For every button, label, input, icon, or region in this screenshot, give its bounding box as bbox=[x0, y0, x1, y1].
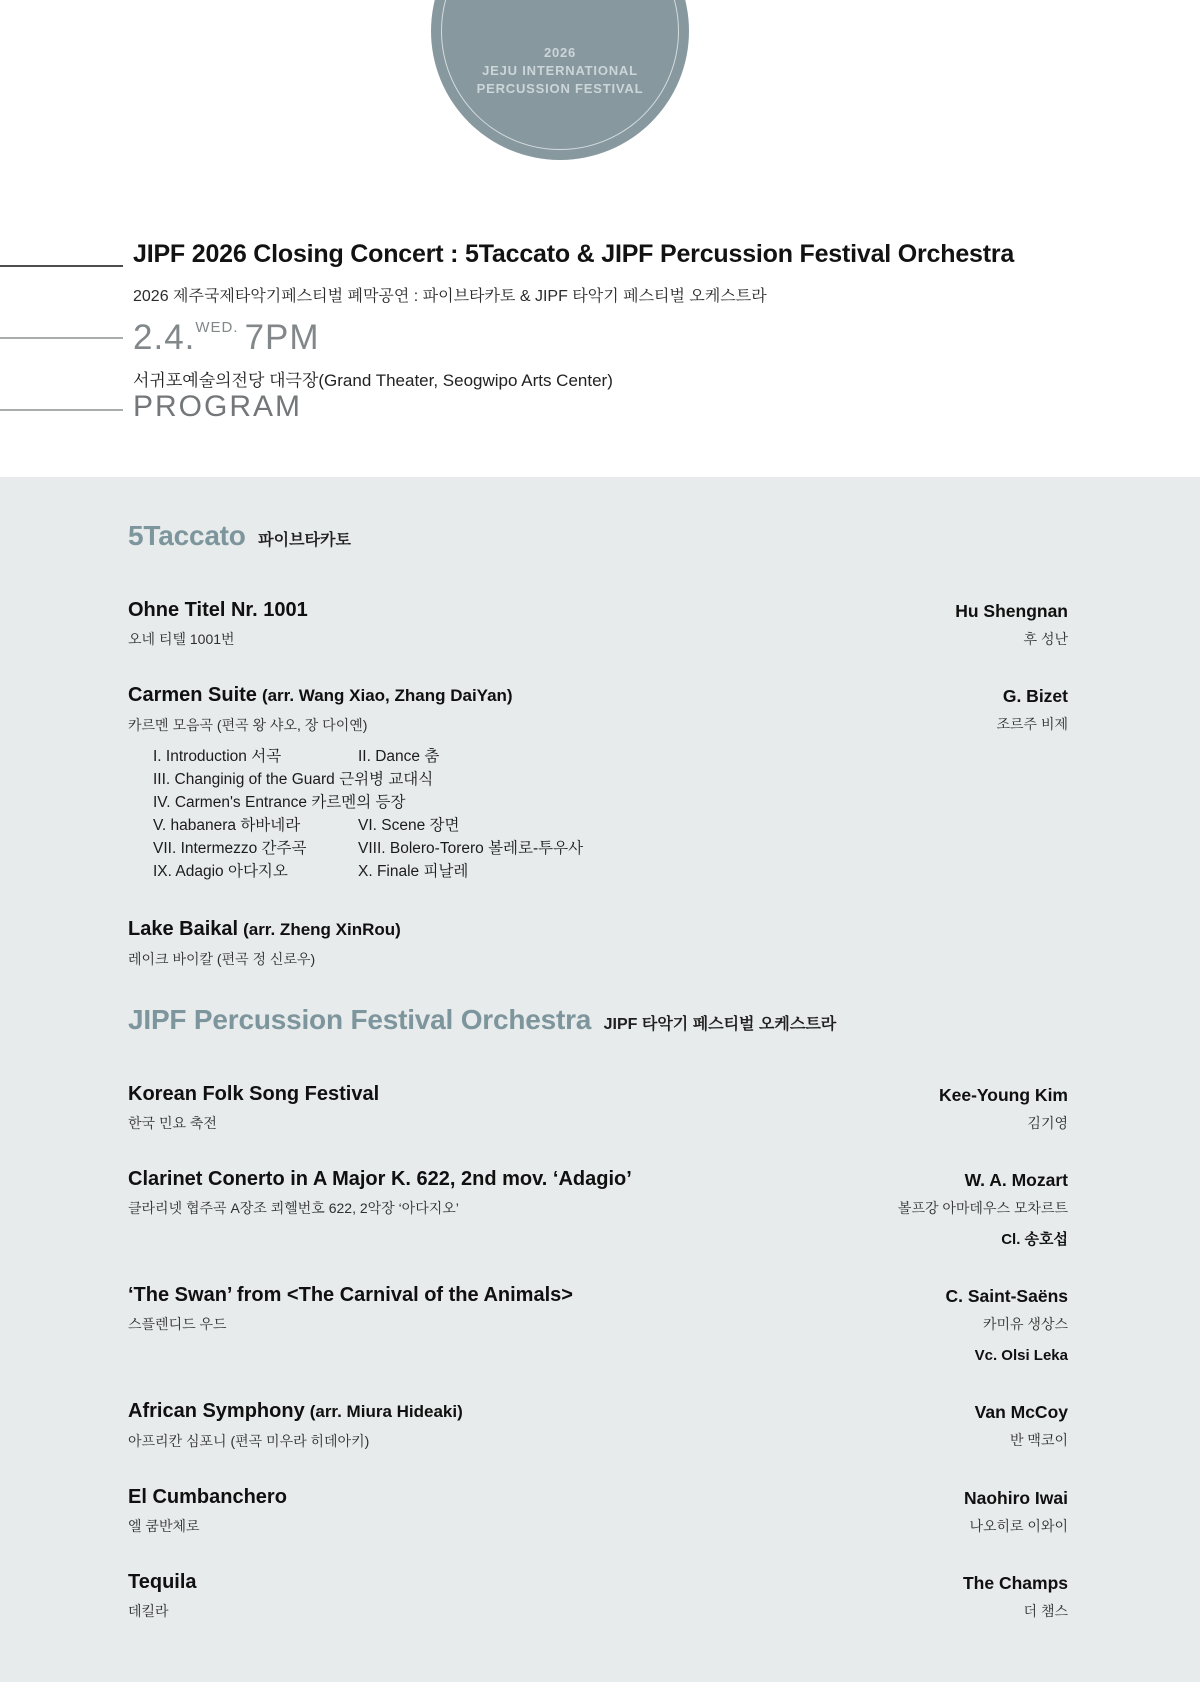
item-title-note: (arr. Zheng XinRou) bbox=[243, 920, 401, 939]
item-right bbox=[955, 598, 1068, 649]
composer-name: The Champs bbox=[962, 1573, 1068, 1593]
section-title-ko: JIPF 타악기 페스티벌 오케스트라 bbox=[603, 1016, 837, 1033]
composer-name-ko: 더 챔스 bbox=[1023, 1603, 1068, 1619]
page-subtitle-ko: 2026 제주국제타악기페스티벌 폐막공연 : 파이브타카토 & JIPF 타악기 페스티벌 오케스트라 bbox=[133, 288, 767, 305]
item-left bbox=[128, 598, 308, 649]
composer-name: Van McCoy bbox=[974, 1402, 1068, 1422]
movement-cell-left: I. Introduction 서곡 bbox=[153, 748, 282, 765]
movement-cell-right bbox=[358, 791, 583, 814]
event-day: WED. bbox=[195, 319, 239, 336]
item-right bbox=[975, 1399, 1068, 1450]
badge-year: 2026 bbox=[543, 45, 577, 60]
movement-cell-right: X. Finale 피날레 bbox=[358, 863, 469, 880]
movement-cell-left: IX. Adagio 아다지오 bbox=[153, 863, 288, 880]
item-subtitle-ko: 클라리넷 협주곡 A장조 쾨헬번호 622, 2악장 ‘아다지오’ bbox=[128, 1200, 459, 1216]
composer-name: Hu Shengnan bbox=[955, 601, 1068, 621]
program-rule bbox=[0, 409, 123, 411]
page-title: JIPF 2026 Closing Concert : 5Taccato & JIPF Percussion Festival Orchestra bbox=[133, 240, 1015, 268]
soloist-credit: Cl. 송호섭 bbox=[1001, 1231, 1068, 1248]
movement-cell-right: II. Dance 춤 bbox=[358, 748, 440, 765]
item-title bbox=[128, 1570, 197, 1594]
program-section bbox=[128, 519, 1068, 969]
badge-festival-line2: PERCUSSION FESTIVAL bbox=[476, 81, 644, 96]
item-right bbox=[945, 1283, 1068, 1365]
item-subtitle-ko: 레이크 바이칼 (편곡 정 신로우) bbox=[128, 951, 316, 967]
program-item bbox=[128, 1399, 1068, 1451]
item-title-text: Lake Baikal bbox=[128, 918, 239, 940]
date-rule bbox=[0, 337, 123, 339]
item-right bbox=[898, 1167, 1068, 1249]
section-title-ko: 파이브타카토 bbox=[258, 532, 351, 549]
movement-cell-left: III. Changinig of the Guard 근위병 교대식 bbox=[153, 771, 434, 788]
composer-name-ko: 반 맥코이 bbox=[1010, 1432, 1068, 1448]
program-sections bbox=[0, 477, 1200, 1682]
item-title bbox=[128, 917, 401, 942]
section-items bbox=[128, 1082, 1068, 1621]
item-left bbox=[128, 683, 583, 883]
program-item bbox=[128, 1570, 1068, 1621]
composer-name: C. Saint-Saëns bbox=[945, 1286, 1068, 1306]
movement-cell-right: VIII. Bolero-Torero 볼레로-투우사 bbox=[358, 840, 584, 857]
item-title-note: (arr. Miura Hideaki) bbox=[309, 1402, 463, 1421]
program-item bbox=[128, 598, 1068, 649]
program-label: PROGRAM bbox=[133, 390, 303, 423]
item-title-text: African Symphony bbox=[128, 1400, 305, 1422]
composer-name-ko: 나오히로 이와이 bbox=[969, 1518, 1068, 1534]
item-title-text: Korean Folk Song Festival bbox=[128, 1083, 380, 1105]
item-left bbox=[128, 1283, 573, 1334]
item-right bbox=[939, 1082, 1068, 1133]
header bbox=[0, 0, 1200, 477]
item-left bbox=[128, 1570, 197, 1621]
item-subtitle-ko: 한국 민요 축전 bbox=[128, 1115, 217, 1131]
event-date: 2.4. bbox=[133, 318, 196, 357]
program-item bbox=[128, 1167, 1068, 1249]
item-right bbox=[964, 1485, 1068, 1536]
movements-list bbox=[153, 745, 583, 883]
composer-name: W. A. Mozart bbox=[964, 1170, 1068, 1190]
composer-name-ko: 카미유 생상스 bbox=[982, 1316, 1068, 1332]
item-title-text: Clarinet Conerto in A Major K. 622, 2nd mov. ‘Adagio’ bbox=[128, 1168, 632, 1190]
item-subtitle-ko: 오네 티텔 1001번 bbox=[128, 631, 235, 647]
item-subtitle-ko: 데킬라 bbox=[128, 1603, 169, 1619]
item-title bbox=[128, 598, 308, 622]
program-item bbox=[128, 683, 1068, 883]
badge-festival-line1: JEJU INTERNATIONAL bbox=[482, 63, 638, 78]
program-item bbox=[128, 1283, 1068, 1365]
item-title-text: Carmen Suite bbox=[128, 684, 257, 706]
item-title bbox=[128, 1399, 463, 1424]
item-right bbox=[963, 1570, 1068, 1621]
composer-name-ko: 볼프강 아마데우스 모차르트 bbox=[897, 1200, 1068, 1216]
movement-row bbox=[153, 814, 583, 837]
movement-row bbox=[153, 768, 583, 791]
item-title bbox=[128, 1167, 632, 1191]
venue: 서귀포예술의전당 대극장(Grand Theater, Seogwipo Arts Center) bbox=[133, 371, 613, 390]
composer-name: Kee-Young Kim bbox=[939, 1085, 1068, 1105]
composer-name-ko: 김기영 bbox=[1027, 1115, 1068, 1131]
program-section bbox=[128, 1003, 1068, 1621]
event-time: 7PM bbox=[244, 318, 320, 357]
movement-cell-left: V. habanera 하바네라 bbox=[153, 817, 301, 834]
item-title-text: Tequila bbox=[128, 1571, 197, 1593]
item-subtitle-ko: 엘 쿰반체로 bbox=[128, 1518, 200, 1534]
title-block bbox=[133, 240, 1140, 306]
movement-row bbox=[153, 745, 583, 768]
section-heading bbox=[128, 519, 1068, 558]
badge-text bbox=[431, 44, 689, 98]
movement-cell-left: VII. Intermezzo 간주곡 bbox=[153, 840, 307, 857]
item-left bbox=[128, 1082, 379, 1133]
movement-cell-right: VI. Scene 장면 bbox=[358, 817, 460, 834]
item-title-text: Ohne Titel Nr. 1001 bbox=[128, 599, 308, 621]
movement-cell-right bbox=[358, 768, 583, 791]
item-subtitle-ko: 아프리칸 심포니 (편곡 미우라 히데아키) bbox=[128, 1433, 370, 1449]
item-title bbox=[128, 1082, 379, 1106]
item-left bbox=[128, 1485, 287, 1536]
movement-row bbox=[153, 837, 583, 860]
section-title-en: JIPF Percussion Festival Orchestra bbox=[128, 1004, 592, 1035]
item-title-text: ‘The Swan’ from <The Carnival of the Animals> bbox=[128, 1284, 573, 1306]
program-item bbox=[128, 1485, 1068, 1536]
item-title bbox=[128, 1283, 573, 1307]
item-title bbox=[128, 683, 583, 708]
composer-name-ko: 조르주 비제 bbox=[996, 716, 1068, 732]
date-block bbox=[133, 308, 613, 391]
section-title-en: 5Taccato bbox=[128, 520, 246, 551]
item-title-note: (arr. Wang Xiao, Zhang DaiYan) bbox=[261, 686, 513, 705]
composer-name-ko: 후 성난 bbox=[1023, 631, 1068, 647]
item-subtitle-ko: 스플렌디드 우드 bbox=[128, 1316, 227, 1332]
title-rule bbox=[0, 265, 123, 267]
item-title-text: El Cumbanchero bbox=[128, 1486, 287, 1508]
movement-row bbox=[153, 860, 583, 883]
item-left bbox=[128, 1167, 632, 1218]
movement-row bbox=[153, 791, 583, 814]
soloist-credit: Vc. Olsi Leka bbox=[974, 1347, 1068, 1364]
item-title bbox=[128, 1485, 287, 1509]
item-subtitle-ko: 카르멘 모음곡 (편곡 왕 샤오, 장 다이옌) bbox=[128, 717, 368, 733]
section-items bbox=[128, 598, 1068, 969]
item-left bbox=[128, 1399, 463, 1451]
composer-name: G. Bizet bbox=[1002, 686, 1068, 706]
movement-cell-left: IV. Carmen's Entrance 카르멘의 등장 bbox=[153, 794, 406, 811]
composer-name: Naohiro Iwai bbox=[963, 1488, 1068, 1508]
section-heading bbox=[128, 1003, 1068, 1042]
program-item bbox=[128, 1082, 1068, 1133]
event-datetime bbox=[133, 308, 613, 358]
program-item bbox=[128, 917, 1068, 969]
item-right bbox=[996, 683, 1068, 734]
item-left bbox=[128, 917, 401, 969]
festival-badge bbox=[431, 0, 689, 160]
